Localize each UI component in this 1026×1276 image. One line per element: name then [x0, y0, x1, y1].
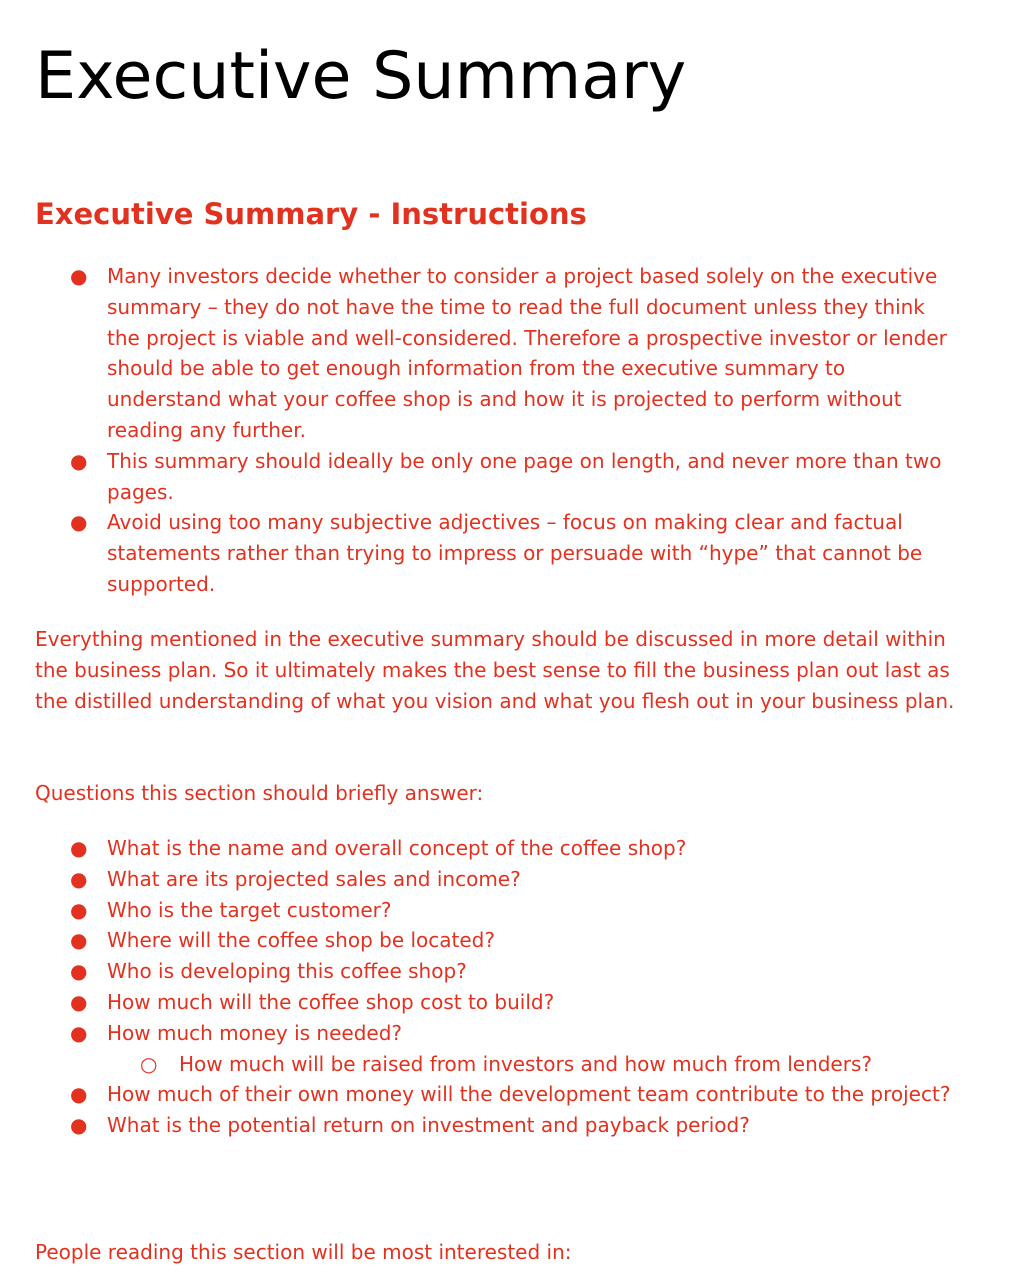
document-title: Executive Summary	[35, 39, 687, 114]
question-text: What are its projected sales and income?	[107, 866, 521, 891]
instruction-text: Avoid using too many subjective adjectives – focus on making clear and factual statements rather than trying to impress or persuade with “hype” that cannot be supported.	[107, 510, 923, 596]
list-item	[0, 1018, 1000, 1049]
paragraph-everything: Everything mentioned in the executive summary should be discussed in more detail within the business plan. So it ultimately makes the best sense to fill the business plan out last as the distilled understanding of what you vision and what you flesh out in your business plan.	[35, 627, 955, 713]
question-text: How much money is needed?	[107, 1020, 402, 1045]
question-text: How much will be raised from investors and how much from lenders?	[179, 1051, 872, 1076]
list-item	[0, 1110, 1000, 1141]
bullet-icon: ●	[70, 1113, 88, 1138]
bullet-icon: ●	[70, 989, 88, 1014]
instruction-text: This summary should ideally be only one page on length, and never more than two pages.	[107, 448, 942, 504]
list-item	[0, 446, 1000, 508]
instructions-list	[0, 261, 1000, 600]
bullet-icon: ●	[70, 836, 88, 860]
list-item	[0, 987, 1000, 1018]
list-item	[0, 261, 1000, 446]
list-item	[0, 956, 1000, 987]
list-item	[0, 833, 1000, 864]
bullet-icon: ●	[70, 928, 88, 953]
question-text: How much of their own money will the development team contribute to the project?	[107, 1082, 951, 1107]
bullet-icon: ●	[70, 1020, 88, 1045]
bullet-icon: ●	[70, 1082, 88, 1107]
paragraph-people: People reading this section will be most interested in:	[35, 1240, 572, 1264]
list-item	[0, 507, 1000, 599]
list-item	[0, 895, 1000, 926]
question-text: Who is developing this coffee shop?	[107, 959, 467, 984]
question-text: How much will the coffee shop cost to build?	[107, 989, 555, 1014]
bullet-icon: ●	[70, 959, 88, 984]
list-item	[0, 925, 1000, 956]
paragraph-questions-intro: Questions this section should briefly answer:	[35, 781, 484, 805]
bullet-icon: ●	[70, 866, 88, 891]
section-heading-instructions: Executive Summary - Instructions	[35, 197, 587, 231]
sub-list-item	[0, 1049, 1000, 1080]
bullet-icon: ●	[70, 448, 88, 473]
list-item	[0, 1079, 1000, 1110]
instruction-text: Many investors decide whether to consider a project based solely on the executive summary – they do not have the time to read the full document unless they think the project is viable and well-considered. Therefore a prospective investor or lender should be able to get enough information from the executive summary to understand what your coffee shop is and how it is projected to perform without reading any further.	[107, 264, 947, 442]
question-text: Who is the target customer?	[107, 897, 392, 922]
bullet-icon: ●	[70, 264, 88, 288]
list-item	[0, 864, 1000, 895]
questions-list	[0, 833, 1000, 1141]
bullet-icon: ●	[70, 510, 88, 535]
question-text: What is the potential return on investment and payback period?	[107, 1113, 750, 1138]
bullet-icon: ●	[70, 897, 88, 922]
question-text: Where will the coffee shop be located?	[107, 928, 495, 953]
hollow-bullet-icon: ○	[140, 1051, 158, 1076]
question-text: What is the name and overall concept of the coffee shop?	[107, 836, 687, 860]
